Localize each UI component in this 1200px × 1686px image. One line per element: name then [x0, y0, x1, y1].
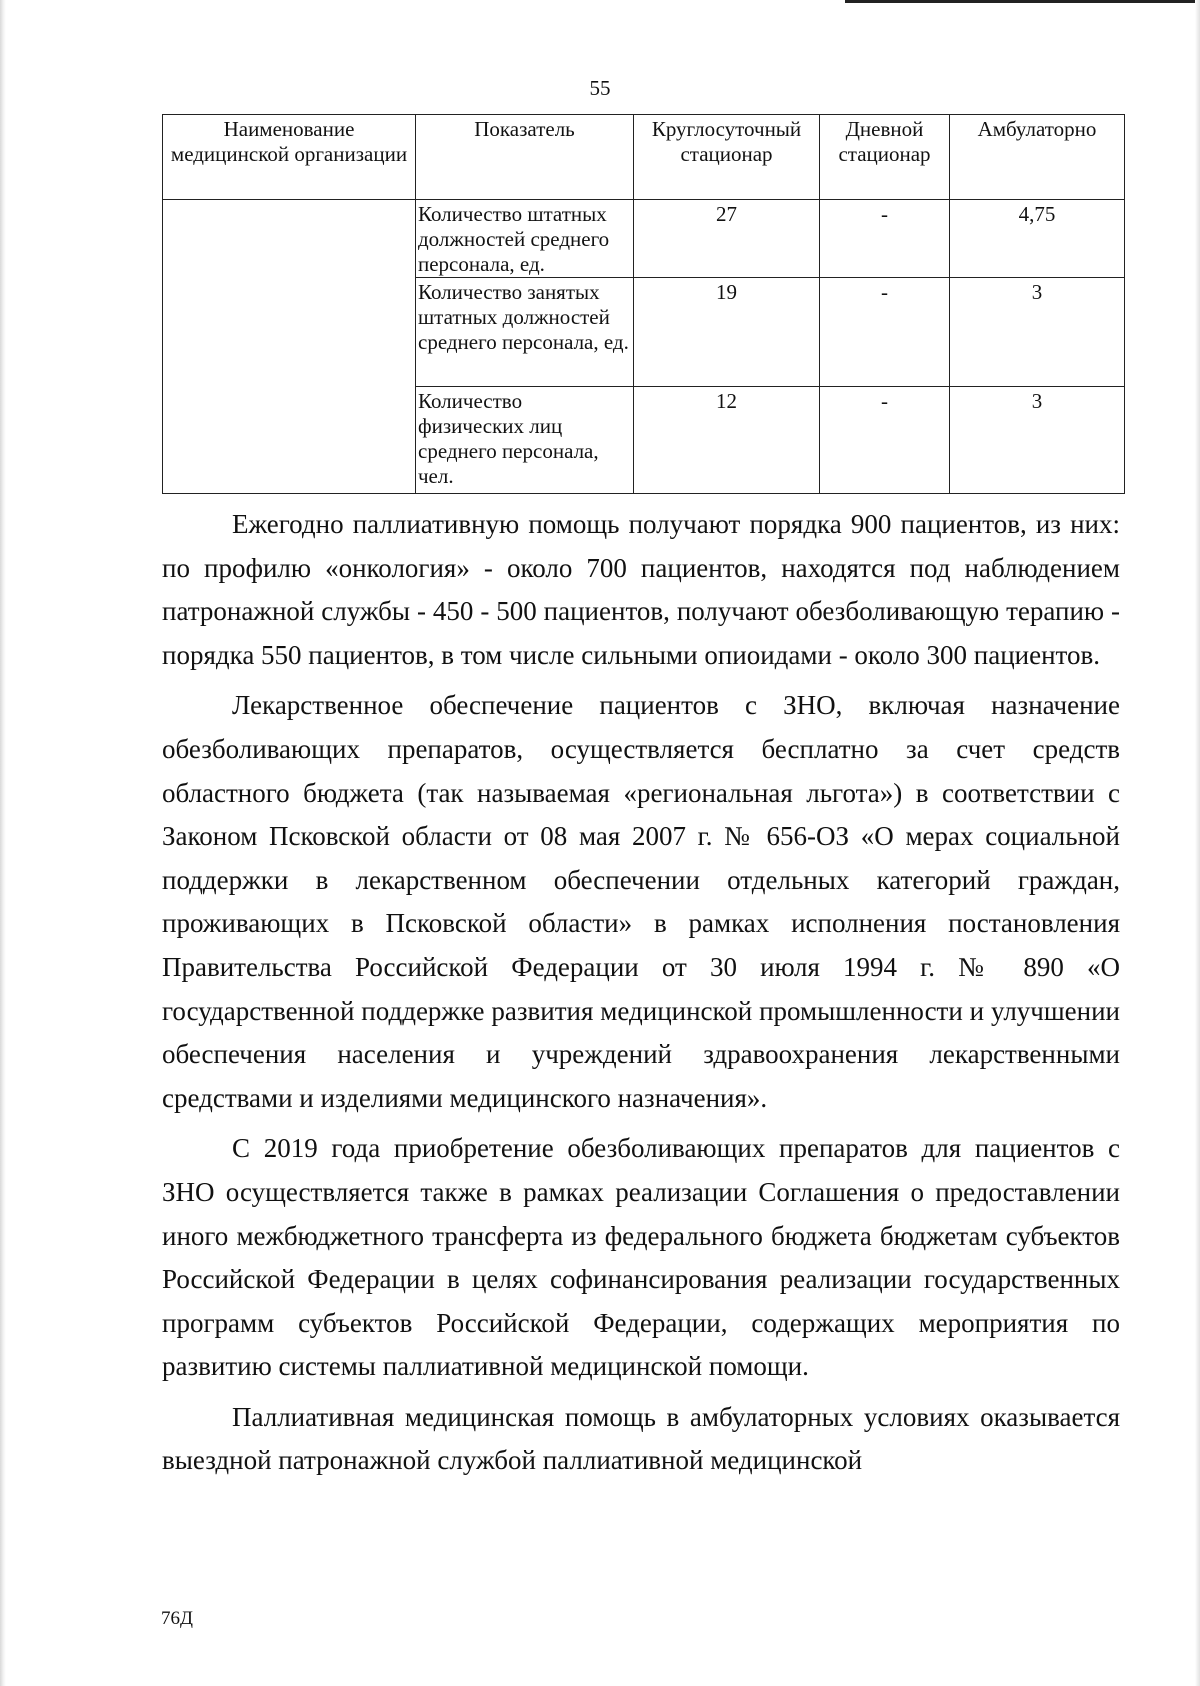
day-hospital-value: -	[820, 278, 950, 387]
outpatient-value: 3	[950, 387, 1125, 494]
table-row	[163, 200, 1125, 278]
header-indicator: Показатель	[416, 115, 634, 200]
round-the-clock-value: 27	[634, 200, 820, 278]
staffing-table	[162, 114, 1125, 494]
body-text	[162, 503, 1120, 1483]
footer-code: 76Д	[161, 1608, 193, 1629]
header-organization: Наименование медицинской организации	[163, 115, 416, 200]
organization-cell	[163, 200, 416, 494]
outpatient-value: 3	[950, 278, 1125, 387]
table-header-row	[163, 115, 1125, 200]
day-hospital-value: -	[820, 200, 950, 278]
round-the-clock-value: 19	[634, 278, 820, 387]
indicator-cell: Количество штатных должностей среднего персонала, ед.	[416, 200, 634, 278]
header-day-hospital: Дневной стационар	[820, 115, 950, 200]
scan-edge-shadow-right	[1195, 0, 1200, 1686]
scan-edge-shadow-left	[0, 0, 6, 1686]
page-number: 55	[589, 76, 611, 100]
paragraph-drug-provision: Лекарственное обеспечение пациентов с ЗНО, включая назначение обезболивающих препаратов, осуществляется бесплатно за счет средств областного бюджета (так называемая «региональная льгота») в соответствии с Законом Псковской области от 08 мая 2007 г. № 656-ОЗ «О мерах социальной поддержки в лекарственном обеспечении отдельных категорий граждан, проживающих в Псковской области» в рамках исполнения постановления Правительства Российской Федерации от 30 июля 1994 г. № 890 «О государственной поддержке развития медицинской промышленности и улучшении обеспечения населения и учреждений здравоохранения лекарственными средствами и изделиями медицинского назначения».	[162, 690, 1120, 1113]
paragraph-palliative-patients: Ежегодно паллиативную помощь получают порядка 900 пациентов, из них: по профилю «онкология» - около 700 пациентов, находятся под наблюдением патронажной службы - 450 - 500 пациентов, получают обезболивающую терапию - порядка 550 пациентов, в том числе сильными опиоидами - около 300 пациентов.	[162, 509, 1120, 670]
header-outpatient: Амбулаторно	[950, 115, 1125, 200]
scan-edge-line	[845, 0, 1200, 3]
paragraph-2019-procurement: С 2019 года приобретение обезболивающих препаратов для пациентов с ЗНО осуществляется также в рамках реализации Соглашения о предоставлении иного межбюджетного трансферта из федерального бюджета бюджетам субъектов Российской Федерации в целях софинансирования реализации государственных программ субъектов Российской Федерации, содержащих мероприятия по развитию системы паллиативной медицинской помощи.	[162, 1133, 1120, 1382]
indicator-cell: Количество занятых штатных должностей среднего персонала, ед.	[416, 278, 634, 387]
indicator-cell: Количество физических лиц среднего персонала, чел.	[416, 387, 634, 494]
header-round-the-clock: Круглосуточный стационар	[634, 115, 820, 200]
day-hospital-value: -	[820, 387, 950, 494]
round-the-clock-value: 12	[634, 387, 820, 494]
paragraph-outpatient-care: Паллиативная медицинская помощь в амбулаторных условиях оказывается выездной патронажной службой паллиативной медицинской	[162, 1401, 1120, 1476]
outpatient-value: 4,75	[950, 200, 1125, 278]
